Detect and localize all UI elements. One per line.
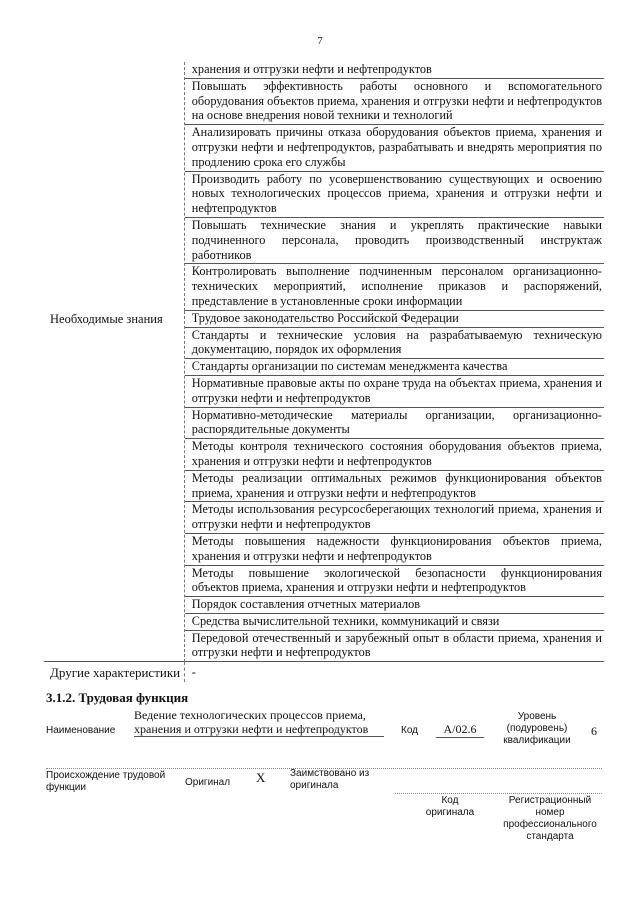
- list-item: Методы контроля технического состояния оборудования объектов приема, хранения и отгрузки нефти и нефтепродуктов: [185, 439, 604, 471]
- original-mark: X: [256, 770, 266, 785]
- origin-label: Происхождение трудовой функции: [46, 770, 166, 793]
- list-item: Нормативные правовые акты по охране труда на объектах приема, хранения и отгрузки нефти и нефтепродуктов: [185, 376, 604, 408]
- reg-number-label: Регистрационный номер профессионального стандарта: [503, 795, 597, 842]
- list-item: Анализировать причины отказа оборудования объектов приема, хранения и отгрузки нефти и нефтепродуктов, разрабатывать и внедрять мероприятия по продлению срока его службы: [185, 125, 604, 171]
- other-row: [44, 662, 604, 682]
- other-value-cell: [184, 662, 604, 682]
- name-value: Ведение технологических процессов приема, хранения и отгрузки нефти и нефтепродуктов: [134, 708, 384, 737]
- list-item: Нормативно-методические материалы организации, организационно-распорядительные документы: [185, 408, 604, 440]
- list-item: Производить работу по усовершенствованию существующих и освоению новых технологических процессов приема, хранения и отгрузки нефти и нефтепродуктов: [185, 172, 604, 218]
- knowledge-items: [184, 311, 604, 663]
- continued-rows: [44, 62, 604, 311]
- list-item: Средства вычислительной техники, коммуникаций и связи: [185, 614, 604, 631]
- list-item: Методы использования ресурсосберегающих технологий приема, хранения и отгрузки нефти и нефтепродуктов: [185, 502, 604, 534]
- list-item: Стандарты и технические условия на разрабатываемую техническую документацию, порядок их оформления: [185, 328, 604, 360]
- section-title: 3.1.2. Трудовая функция: [46, 690, 189, 705]
- level-label: Уровень (подуровень) квалификации: [503, 711, 571, 746]
- function-name-row: [46, 708, 606, 756]
- knowledge-label: Необходимые знания: [44, 311, 184, 663]
- list-item: Стандарты организации по системам менеджмента качества: [185, 359, 604, 376]
- list-item: Трудовое законодательство Российской Федерации: [185, 311, 604, 328]
- empty-label-cell: [44, 62, 184, 311]
- list-item: Повышать эффективность работы основного и вспомогательного оборудования объектов приема, хранения и отгрузки нефти и нефтепродуктов на основе внедрения новой техники и технологий: [185, 79, 604, 125]
- list-item: хранения и отгрузки нефти и нефтепродуктов: [185, 62, 604, 79]
- code-value: А/02.6: [436, 722, 484, 738]
- list-item: Методы повышение экологической безопасности функционирования объектов приема, хранения и отгрузки нефти и нефтепродуктов: [185, 566, 604, 598]
- other-label: Другие характеристики: [50, 665, 181, 681]
- borrowed-label: Заимствовано из оригинала: [290, 768, 370, 791]
- list-item: Методы реализации оптимальных режимов функционирования объектов приема, хранения и отгрузки нефти и нефтепродуктов: [185, 471, 604, 503]
- knowledge-rows: [44, 311, 604, 663]
- continued-items: [184, 62, 604, 311]
- name-label: Наименование: [46, 725, 116, 736]
- code-original-label: Код оригинала: [425, 795, 475, 818]
- list-item: Контролировать выполнение подчиненным персоналом организационно-технических мероприятий, исполнение приказов и распоряжений, представление в установленные сроки информации: [185, 264, 604, 310]
- skills-table: [44, 62, 604, 682]
- other-value: -: [191, 665, 196, 680]
- page-number: 7: [317, 35, 323, 47]
- list-item: Методы повышения надежности функционирования объектов приема, хранения и отгрузки нефти и нефтепродуктов: [185, 534, 604, 566]
- origin-bottom-line: [395, 793, 602, 794]
- list-item: Повышать технические знания и укреплять практические навыки подчиненного персонала, проводить производственный инструктаж работников: [185, 218, 604, 264]
- original-label: Оригинал: [185, 777, 231, 788]
- level-value: 6: [591, 724, 597, 738]
- list-item: Порядок составления отчетных материалов: [185, 597, 604, 614]
- code-label: Код: [401, 725, 419, 736]
- list-item: Передовой отечественный и зарубежный опыт в области приема, хранения и отгрузки нефти и нефтепродуктов: [185, 631, 604, 663]
